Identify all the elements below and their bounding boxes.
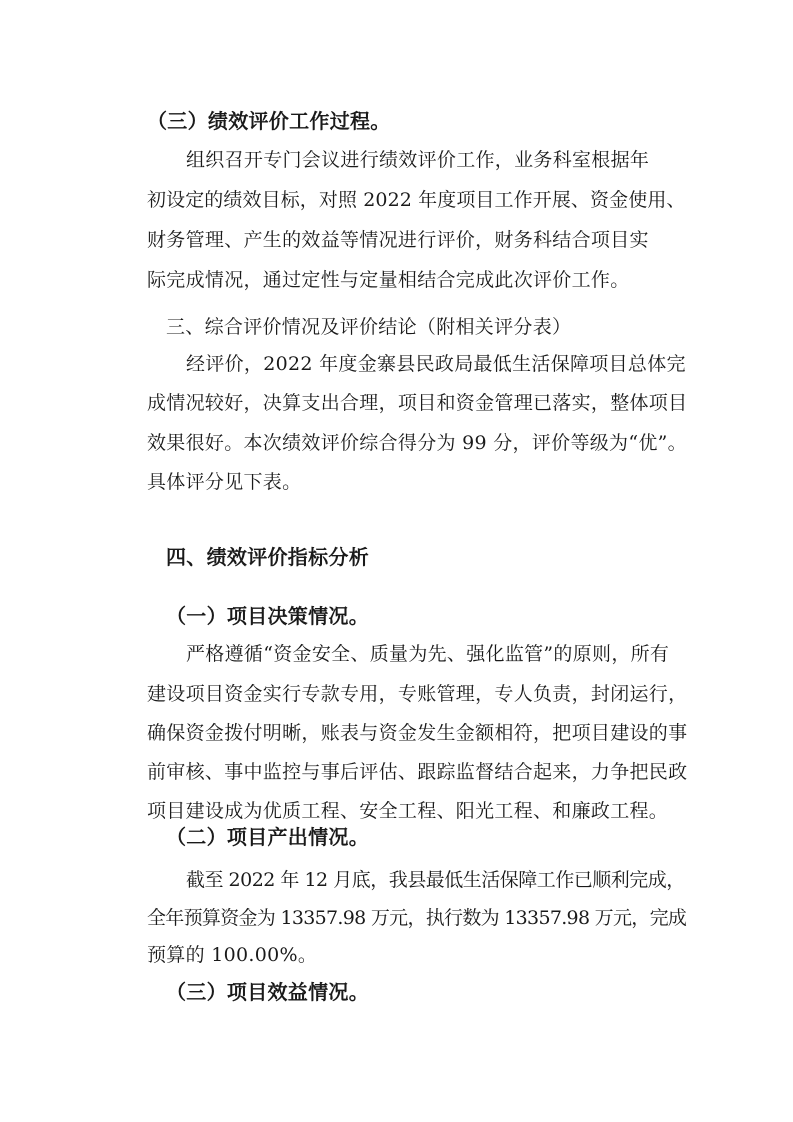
paragraph-line: 截至 2022 年 12 月底，我县最低生活保障工作已顺利完成， [186, 869, 685, 891]
subsection-1-heading: （一）项目决策情况。 [166, 604, 369, 628]
paragraph-line: 建设项目资金实行专款专用，专账管理，专人负责，封闭运行， [147, 683, 688, 705]
paragraph-line: 经评价，2022 年度金寨县民政局最低生活保障项目总体完 [186, 353, 686, 375]
paragraph-line: 组织召开专门会议进行绩效评价工作，业务科室根据年 [186, 149, 650, 171]
paragraph-line: 具体评分见下表。 [147, 471, 302, 493]
subsection-2-heading: （二）项目产出情况。 [166, 825, 369, 849]
section-three-heading: 三、综合评价情况及评价结论（附相关评分表） [166, 316, 572, 338]
paragraph-line: 际完成情况，通过定性与定量相结合完成此次评价工作。 [147, 269, 630, 291]
paragraph-line: 效果很好。本次绩效评价综合得分为 99 分，评价等级为“优”。 [147, 432, 687, 454]
paragraph-line: 预算的 100.00%。 [147, 944, 318, 966]
paragraph-line: 财务管理、产生的效益等情况进行评价，财务科结合项目实 [147, 229, 649, 251]
paragraph-line: 严格遵循“资金安全、质量为先、强化监管”的原则，所有 [186, 643, 670, 665]
paragraph-line: 全年预算资金为 13357.98 万元，执行数为 13357.98 万元，完成 [147, 907, 687, 929]
paragraph-line: 初设定的绩效目标，对照 2022 年度项目工作开展、资金使用、 [147, 189, 686, 211]
paragraph-line: 项目建设成为优质工程、安全工程、阳光工程、和廉政工程。 [147, 800, 669, 822]
section-3-3-heading: （三）绩效评价工作过程。 [147, 109, 391, 133]
subsection-3-heading: （三）项目效益情况。 [166, 980, 369, 1004]
paragraph-line: 确保资金拨付明晰，账表与资金发生金额相符，把项目建设的事 [147, 722, 688, 744]
paragraph-line: 前审核、事中监控与事后评估、跟踪监督结合起来，力争把民政 [147, 761, 688, 783]
section-four-heading: 四、绩效评价指标分析 [166, 545, 369, 569]
paragraph-line: 成情况较好，决算支出合理，项目和资金管理已落实，整体项目 [147, 392, 688, 414]
